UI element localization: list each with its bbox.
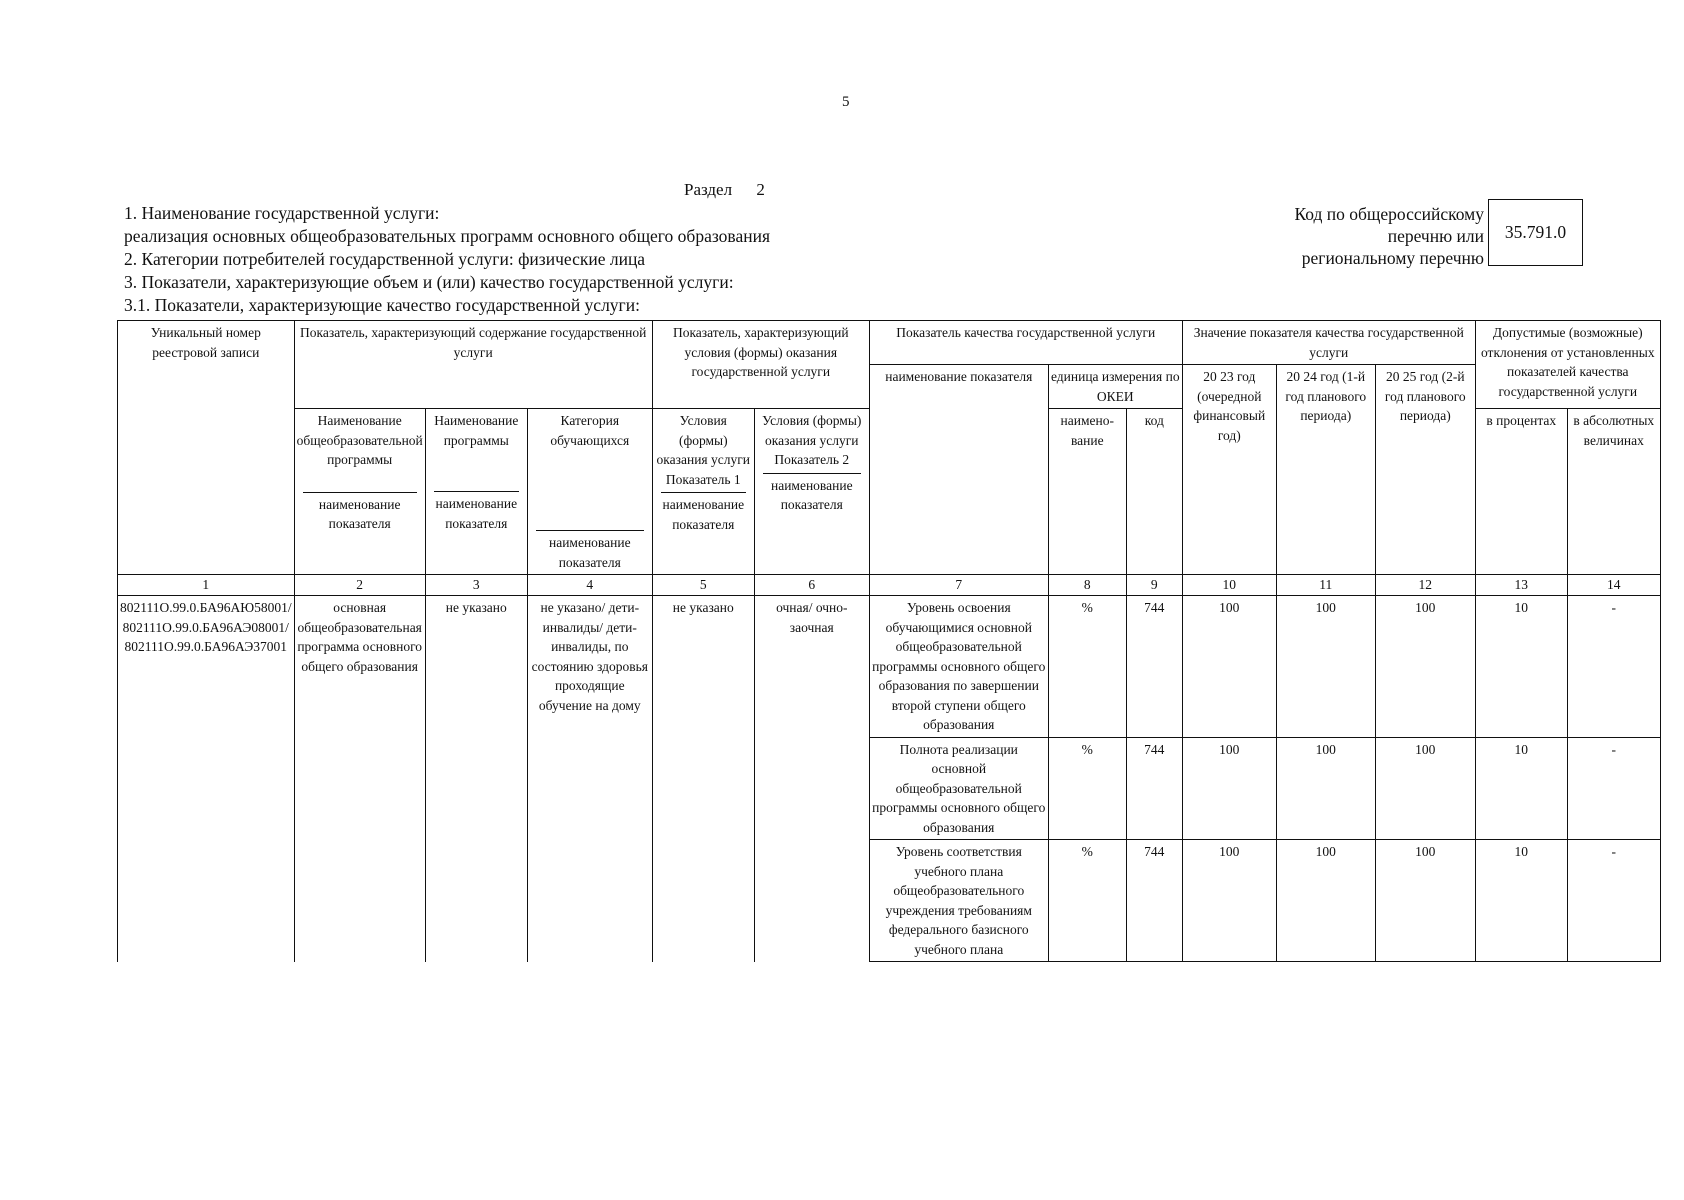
column-number: 10 <box>1182 575 1276 596</box>
header-quality-indicator: Показатель качества государственной услуги <box>869 321 1182 365</box>
column-number: 7 <box>869 575 1048 596</box>
registry-code-label-line: Код по общероссийскому <box>1294 204 1484 224</box>
cell-unit: % <box>1048 596 1126 738</box>
column-number: 2 <box>294 575 425 596</box>
section-title <box>684 180 765 200</box>
quality-indicators-table <box>117 320 1661 962</box>
header-category-label: Категория обучающихся <box>550 413 630 448</box>
header-okei-unit: единица измерения по ОКЕИ <box>1048 365 1182 409</box>
cell-year-2025: 100 <box>1375 840 1475 962</box>
column-number: 13 <box>1475 575 1567 596</box>
column-number: 8 <box>1048 575 1126 596</box>
cell-code: 744 <box>1126 737 1182 840</box>
cell-year-2023: 100 <box>1182 737 1276 840</box>
service-name-label: 1. Наименование государственной услуги: <box>124 203 440 223</box>
header-okei-code: код <box>1126 409 1182 575</box>
cell-code: 744 <box>1126 840 1182 962</box>
header-condition-2-label: Условия (формы) оказания услуги Показатель 2 <box>762 413 862 467</box>
header-deviations: Допустимые (возможные) отклонения от установленных показателей качества государственной услуги <box>1475 321 1660 409</box>
header-conditions-indicator: Показатель, характеризующий условия (формы) оказания государственной услуги <box>652 321 869 409</box>
header-condition-1-sub: наименование показателя <box>661 492 746 534</box>
page-number: 5 <box>842 94 850 110</box>
cell-year-2024: 100 <box>1276 596 1375 738</box>
registry-code-label-line: региональному перечню <box>1301 248 1484 268</box>
header-program-label: Наименование программы <box>434 413 519 448</box>
section-number: 2 <box>756 180 765 199</box>
header-program-sub: наименование показателя <box>434 491 519 533</box>
header-year-2025: 20 25 год (2-й год планового периода) <box>1375 365 1475 575</box>
column-number: 12 <box>1375 575 1475 596</box>
registry-code-label <box>1294 203 1484 269</box>
cell-indicator-name: Уровень освоения обучающимися основной общеобразовательной программы основного общего образования по завершении второй ступени общего образования <box>869 596 1048 738</box>
column-number: 6 <box>754 575 869 596</box>
column-number: 11 <box>1276 575 1375 596</box>
quality-indicators-heading: 3.1. Показатели, характеризующие качество государственной услуги: <box>124 295 640 315</box>
cell-registry: 802111О.99.0.БА96АЮ58001/ 802111О.99.0.БА96АЭ08001/ 802111О.99.0.БА96АЭ37001 <box>118 596 295 962</box>
header-condition-2 <box>754 409 869 575</box>
cell-year-2023: 100 <box>1182 596 1276 738</box>
header-in-absolute: в абсолютных величинах <box>1567 409 1660 575</box>
column-number: 9 <box>1126 575 1182 596</box>
consumer-categories: 2. Категории потребителей государственной услуги: физические лица <box>124 249 646 269</box>
header-condition-1 <box>652 409 754 575</box>
column-number: 3 <box>425 575 527 596</box>
cell-year-2024: 100 <box>1276 840 1375 962</box>
cell-indicator-name: Уровень соответствия учебного плана общеобразовательного учреждения требованиям федерального базисного учебного плана <box>869 840 1048 962</box>
header-indicator-name: наименование показателя <box>869 365 1048 575</box>
cell-unit: % <box>1048 840 1126 962</box>
header-program-name-sub: наименование показателя <box>303 492 417 534</box>
cell-percent: 10 <box>1475 840 1567 962</box>
header-program <box>425 409 527 575</box>
header-category-sub: наименование показателя <box>536 530 644 572</box>
cell-absolute: - <box>1567 840 1660 962</box>
column-number: 1 <box>118 575 295 596</box>
cell-indicator-name: Полнота реализации основной общеобразовательной программы основного общего образования <box>869 737 1048 840</box>
column-number: 5 <box>652 575 754 596</box>
header-category <box>527 409 652 575</box>
cell-year-2025: 100 <box>1375 737 1475 840</box>
header-unique-number: Уникальный номер реестровой записи <box>118 321 295 575</box>
header-year-2024: 20 24 год (1-й год планового периода) <box>1276 365 1375 575</box>
header-condition-1-label: Условия (формы) оказания услуги Показатель 1 <box>656 413 750 487</box>
column-number: 14 <box>1567 575 1660 596</box>
cell-year-2024: 100 <box>1276 737 1375 840</box>
cell-unit: % <box>1048 737 1126 840</box>
header-content-indicator: Показатель, характеризующий содержание государственной услуги <box>294 321 652 409</box>
cell-year-2025: 100 <box>1375 596 1475 738</box>
cell-category: не указано/ дети-инвалиды/ дети-инвалиды, по состоянию здоровья проходящие обучение на дому <box>527 596 652 962</box>
cell-condition-1: не указано <box>652 596 754 962</box>
cell-percent: 10 <box>1475 596 1567 738</box>
cell-condition-2: очная/ очно-заочная <box>754 596 869 962</box>
column-number: 4 <box>527 575 652 596</box>
cell-percent: 10 <box>1475 737 1567 840</box>
cell-code: 744 <box>1126 596 1182 738</box>
header-in-percent: в процентах <box>1475 409 1567 575</box>
registry-code-box: 35.791.0 <box>1488 199 1583 266</box>
table-row <box>118 596 1661 738</box>
header-year-2023: 20 23 год (очередной финансовый год) <box>1182 365 1276 575</box>
cell-year-2023: 100 <box>1182 840 1276 962</box>
indicators-heading: 3. Показатели, характеризующие объем и (или) качество государственной услуги: <box>124 272 734 292</box>
cell-absolute: - <box>1567 596 1660 738</box>
header-program-name <box>294 409 425 575</box>
header-okei-name: наимено-вание <box>1048 409 1126 575</box>
registry-code-label-line: перечню или <box>1387 226 1484 246</box>
header-condition-2-sub: наименование показателя <box>763 473 861 515</box>
cell-program: не указано <box>425 596 527 962</box>
cell-absolute: - <box>1567 737 1660 840</box>
header-quality-value: Значение показателя качества государственной услуги <box>1182 321 1475 365</box>
service-name-value: реализация основных общеобразовательных программ основного общего образования <box>124 226 770 246</box>
cell-program-name: основная общеобразовательная программа основного общего образования <box>294 596 425 962</box>
header-program-name-label: Наименование общеобразовательной программы <box>296 413 423 467</box>
section-label: Раздел <box>684 180 733 199</box>
